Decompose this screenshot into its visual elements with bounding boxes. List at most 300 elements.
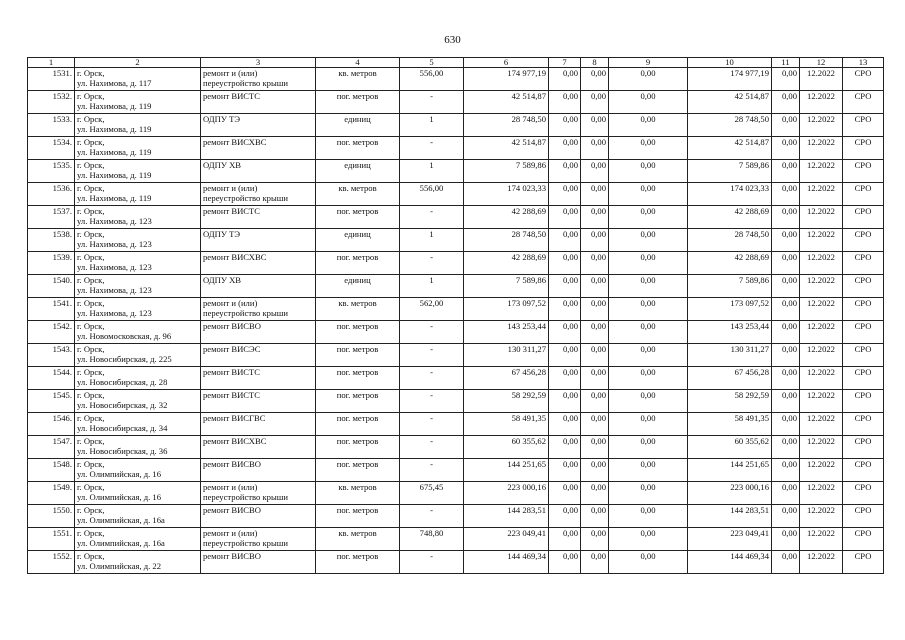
row-number-cell: 1550.	[28, 505, 75, 528]
fund-cost-cell: 143 253,44	[688, 321, 772, 344]
value-cell-9: 0,00	[609, 183, 688, 206]
method-cell: СРО	[843, 206, 884, 229]
total-cost-cell: 144 283,51	[464, 505, 549, 528]
value-cell-9: 0,00	[609, 137, 688, 160]
value-cell-7: 0,00	[549, 137, 581, 160]
address-street: ул. Нахимова, д. 123	[77, 216, 152, 226]
work-type-cell: ОДПУ ХВ	[201, 275, 316, 298]
quantity-cell: 1	[400, 160, 464, 183]
fund-cost-cell: 42 514,87	[688, 91, 772, 114]
table-row	[28, 390, 884, 413]
row-number-cell: 1532.	[28, 91, 75, 114]
row-number-cell: 1548.	[28, 459, 75, 482]
address-city: г. Орск,	[77, 321, 105, 331]
value-cell-7: 0,00	[549, 160, 581, 183]
quantity-cell: -	[400, 206, 464, 229]
value-cell-8: 0,00	[581, 114, 609, 137]
total-cost-cell: 130 311,27	[464, 344, 549, 367]
address-city: г. Орск,	[77, 229, 105, 239]
value-cell-11: 0,00	[772, 321, 800, 344]
quantity-cell: -	[400, 436, 464, 459]
address-city: г. Орск,	[77, 183, 105, 193]
deadline-cell: 12.2022	[800, 114, 843, 137]
value-cell-8: 0,00	[581, 413, 609, 436]
quantity-cell: -	[400, 551, 464, 574]
value-cell-9: 0,00	[609, 68, 688, 91]
value-cell-7: 0,00	[549, 252, 581, 275]
row-number-cell: 1552.	[28, 551, 75, 574]
value-cell-7: 0,00	[549, 413, 581, 436]
fund-cost-cell: 42 288,69	[688, 206, 772, 229]
deadline-cell: 12.2022	[800, 91, 843, 114]
table-row	[28, 344, 884, 367]
value-cell-9: 0,00	[609, 91, 688, 114]
unit-cell: единиц	[316, 160, 400, 183]
value-cell-8: 0,00	[581, 321, 609, 344]
column-header: 4	[316, 58, 400, 68]
work-type-cell: ремонт ВИСВО	[201, 551, 316, 574]
value-cell-8: 0,00	[581, 528, 609, 551]
work-type-cell: ремонт ВИСТС	[201, 206, 316, 229]
work-type-cell: ремонт ВИСХВС	[201, 252, 316, 275]
quantity-cell: -	[400, 91, 464, 114]
address-street: ул. Олимпийская, д. 16а	[77, 515, 165, 525]
address-city: г. Орск,	[77, 367, 105, 377]
value-cell-8: 0,00	[581, 298, 609, 321]
value-cell-8: 0,00	[581, 206, 609, 229]
column-number-row	[28, 58, 884, 68]
address-street: ул. Нахимова, д. 117	[77, 78, 152, 88]
total-cost-cell: 7 589,86	[464, 160, 549, 183]
column-header: 10	[688, 58, 772, 68]
method-cell: СРО	[843, 114, 884, 137]
address-city: г. Орск,	[77, 344, 105, 354]
method-cell: СРО	[843, 275, 884, 298]
work-type-cell: ремонт ВИСХВС	[201, 436, 316, 459]
work-type-cell: ремонт ВИСТС	[201, 91, 316, 114]
value-cell-11: 0,00	[772, 344, 800, 367]
total-cost-cell: 223 049,41	[464, 528, 549, 551]
quantity-cell: 1	[400, 275, 464, 298]
row-number-cell: 1535.	[28, 160, 75, 183]
table-row	[28, 229, 884, 252]
table-row	[28, 321, 884, 344]
value-cell-7: 0,00	[549, 436, 581, 459]
row-number-cell: 1540.	[28, 275, 75, 298]
total-cost-cell: 174 977,19	[464, 68, 549, 91]
row-number-cell: 1547.	[28, 436, 75, 459]
method-cell: СРО	[843, 367, 884, 390]
address-street: ул. Олимпийская, д. 16	[77, 469, 162, 479]
total-cost-cell: 144 251,65	[464, 459, 549, 482]
deadline-cell: 12.2022	[800, 459, 843, 482]
value-cell-11: 0,00	[772, 160, 800, 183]
method-cell: СРО	[843, 229, 884, 252]
work-type-cell: ремонт и (или) переустройство крыши	[201, 183, 316, 206]
address-street: ул. Новосибирская, д. 34	[77, 423, 168, 433]
address-street: ул. Нахимова, д. 119	[77, 101, 152, 111]
total-cost-cell: 42 514,87	[464, 91, 549, 114]
method-cell: СРО	[843, 390, 884, 413]
table-row	[28, 160, 884, 183]
address-street: ул. Нахимова, д. 123	[77, 239, 152, 249]
value-cell-11: 0,00	[772, 390, 800, 413]
value-cell-7: 0,00	[549, 390, 581, 413]
address-street: ул. Нахимова, д. 123	[77, 308, 152, 318]
value-cell-8: 0,00	[581, 275, 609, 298]
address-cell	[75, 229, 201, 252]
deadline-cell: 12.2022	[800, 160, 843, 183]
table-row	[28, 482, 884, 505]
register-body	[28, 68, 884, 574]
row-number-cell: 1531.	[28, 68, 75, 91]
address-cell	[75, 137, 201, 160]
table-row	[28, 298, 884, 321]
unit-cell: пог. метров	[316, 252, 400, 275]
total-cost-cell: 42 514,87	[464, 137, 549, 160]
unit-cell: пог. метров	[316, 321, 400, 344]
table-row	[28, 459, 884, 482]
unit-cell: пог. метров	[316, 91, 400, 114]
table-row	[28, 275, 884, 298]
value-cell-9: 0,00	[609, 298, 688, 321]
work-type-cell: ремонт и (или) переустройство крыши	[201, 68, 316, 91]
address-street: ул. Олимпийская, д. 22	[77, 561, 162, 571]
value-cell-8: 0,00	[581, 91, 609, 114]
method-cell: СРО	[843, 321, 884, 344]
total-cost-cell: 58 292,59	[464, 390, 549, 413]
address-street: ул. Олимпийская, д. 16а	[77, 538, 165, 548]
row-number-cell: 1541.	[28, 298, 75, 321]
column-header: 11	[772, 58, 800, 68]
table-row	[28, 183, 884, 206]
deadline-cell: 12.2022	[800, 321, 843, 344]
work-type-cell: ремонт и (или) переустройство крыши	[201, 528, 316, 551]
quantity-cell: -	[400, 137, 464, 160]
address-cell	[75, 252, 201, 275]
method-cell: СРО	[843, 505, 884, 528]
address-street: ул. Новосибирская, д. 225	[77, 354, 172, 364]
value-cell-9: 0,00	[609, 482, 688, 505]
address-cell	[75, 344, 201, 367]
quantity-cell: 562,00	[400, 298, 464, 321]
value-cell-11: 0,00	[772, 229, 800, 252]
row-number-cell: 1539.	[28, 252, 75, 275]
table-row	[28, 91, 884, 114]
column-header: 2	[75, 58, 201, 68]
value-cell-7: 0,00	[549, 505, 581, 528]
quantity-cell: -	[400, 367, 464, 390]
row-number-cell: 1536.	[28, 183, 75, 206]
address-street: ул. Новомосковская, д. 96	[77, 331, 172, 341]
address-cell	[75, 459, 201, 482]
address-city: г. Орск,	[77, 68, 105, 78]
fund-cost-cell: 223 000,16	[688, 482, 772, 505]
row-number-cell: 1544.	[28, 367, 75, 390]
address-cell	[75, 183, 201, 206]
work-type-cell: ОДПУ ТЭ	[201, 229, 316, 252]
deadline-cell: 12.2022	[800, 68, 843, 91]
address-city: г. Орск,	[77, 528, 105, 538]
unit-cell: пог. метров	[316, 459, 400, 482]
row-number-cell: 1542.	[28, 321, 75, 344]
value-cell-11: 0,00	[772, 183, 800, 206]
value-cell-8: 0,00	[581, 183, 609, 206]
work-type-cell: ремонт ВИСВО	[201, 505, 316, 528]
quantity-cell: -	[400, 459, 464, 482]
address-street: ул. Нахимова, д. 123	[77, 262, 152, 272]
address-city: г. Орск,	[77, 413, 105, 423]
total-cost-cell: 143 253,44	[464, 321, 549, 344]
deadline-cell: 12.2022	[800, 528, 843, 551]
value-cell-9: 0,00	[609, 505, 688, 528]
value-cell-11: 0,00	[772, 505, 800, 528]
quantity-cell: 675,45	[400, 482, 464, 505]
row-number-cell: 1533.	[28, 114, 75, 137]
fund-cost-cell: 7 589,86	[688, 160, 772, 183]
address-city: г. Орск,	[77, 91, 105, 101]
value-cell-7: 0,00	[549, 344, 581, 367]
method-cell: СРО	[843, 413, 884, 436]
column-header: 1	[28, 58, 75, 68]
unit-cell: пог. метров	[316, 137, 400, 160]
unit-cell: кв. метров	[316, 183, 400, 206]
method-cell: СРО	[843, 160, 884, 183]
unit-cell: кв. метров	[316, 298, 400, 321]
deadline-cell: 12.2022	[800, 505, 843, 528]
value-cell-9: 0,00	[609, 528, 688, 551]
address-cell	[75, 160, 201, 183]
method-cell: СРО	[843, 68, 884, 91]
deadline-cell: 12.2022	[800, 390, 843, 413]
value-cell-8: 0,00	[581, 160, 609, 183]
total-cost-cell: 28 748,50	[464, 229, 549, 252]
work-type-cell: ремонт и (или) переустройство крыши	[201, 482, 316, 505]
deadline-cell: 12.2022	[800, 252, 843, 275]
value-cell-11: 0,00	[772, 68, 800, 91]
unit-cell: кв. метров	[316, 482, 400, 505]
address-cell	[75, 275, 201, 298]
method-cell: СРО	[843, 137, 884, 160]
address-city: г. Орск,	[77, 436, 105, 446]
value-cell-8: 0,00	[581, 229, 609, 252]
address-street: ул. Новосибирская, д. 28	[77, 377, 168, 387]
fund-cost-cell: 7 589,86	[688, 275, 772, 298]
table-row	[28, 206, 884, 229]
value-cell-8: 0,00	[581, 137, 609, 160]
method-cell: СРО	[843, 91, 884, 114]
unit-cell: пог. метров	[316, 344, 400, 367]
fund-cost-cell: 130 311,27	[688, 344, 772, 367]
address-cell	[75, 551, 201, 574]
value-cell-7: 0,00	[549, 91, 581, 114]
method-cell: СРО	[843, 344, 884, 367]
value-cell-11: 0,00	[772, 528, 800, 551]
deadline-cell: 12.2022	[800, 183, 843, 206]
row-number-cell: 1534.	[28, 137, 75, 160]
column-header: 9	[609, 58, 688, 68]
fund-cost-cell: 42 514,87	[688, 137, 772, 160]
method-cell: СРО	[843, 252, 884, 275]
fund-cost-cell: 144 283,51	[688, 505, 772, 528]
value-cell-9: 0,00	[609, 321, 688, 344]
total-cost-cell: 174 023,33	[464, 183, 549, 206]
column-header: 7	[549, 58, 581, 68]
value-cell-8: 0,00	[581, 482, 609, 505]
value-cell-11: 0,00	[772, 298, 800, 321]
value-cell-9: 0,00	[609, 344, 688, 367]
work-type-cell: ремонт ВИСВО	[201, 459, 316, 482]
value-cell-9: 0,00	[609, 206, 688, 229]
fund-cost-cell: 174 977,19	[688, 68, 772, 91]
address-street: ул. Новосибирская, д. 32	[77, 400, 168, 410]
value-cell-11: 0,00	[772, 252, 800, 275]
address-cell	[75, 206, 201, 229]
fund-cost-cell: 28 748,50	[688, 229, 772, 252]
fund-cost-cell: 28 748,50	[688, 114, 772, 137]
value-cell-11: 0,00	[772, 91, 800, 114]
unit-cell: пог. метров	[316, 413, 400, 436]
value-cell-9: 0,00	[609, 160, 688, 183]
address-city: г. Орск,	[77, 114, 105, 124]
work-type-cell: ОДПУ ТЭ	[201, 114, 316, 137]
value-cell-7: 0,00	[549, 459, 581, 482]
value-cell-9: 0,00	[609, 229, 688, 252]
deadline-cell: 12.2022	[800, 229, 843, 252]
value-cell-11: 0,00	[772, 275, 800, 298]
quantity-cell: 748,80	[400, 528, 464, 551]
address-cell	[75, 68, 201, 91]
deadline-cell: 12.2022	[800, 551, 843, 574]
total-cost-cell: 42 288,69	[464, 206, 549, 229]
row-number-cell: 1549.	[28, 482, 75, 505]
total-cost-cell: 28 748,50	[464, 114, 549, 137]
value-cell-7: 0,00	[549, 183, 581, 206]
deadline-cell: 12.2022	[800, 367, 843, 390]
work-type-cell: ОДПУ ХВ	[201, 160, 316, 183]
deadline-cell: 12.2022	[800, 436, 843, 459]
quantity-cell: 556,00	[400, 68, 464, 91]
row-number-cell: 1543.	[28, 344, 75, 367]
page-number: 630	[444, 34, 461, 46]
value-cell-9: 0,00	[609, 551, 688, 574]
value-cell-8: 0,00	[581, 551, 609, 574]
quantity-cell: -	[400, 252, 464, 275]
value-cell-11: 0,00	[772, 436, 800, 459]
column-header: 5	[400, 58, 464, 68]
table-row	[28, 114, 884, 137]
table-row	[28, 436, 884, 459]
total-cost-cell: 7 589,86	[464, 275, 549, 298]
address-street: ул. Нахимова, д. 123	[77, 285, 152, 295]
address-street: ул. Нахимова, д. 119	[77, 124, 152, 134]
deadline-cell: 12.2022	[800, 482, 843, 505]
value-cell-9: 0,00	[609, 436, 688, 459]
work-type-cell: ремонт ВИСВО	[201, 321, 316, 344]
value-cell-7: 0,00	[549, 206, 581, 229]
deadline-cell: 12.2022	[800, 413, 843, 436]
quantity-cell: -	[400, 321, 464, 344]
unit-cell: единиц	[316, 114, 400, 137]
deadline-cell: 12.2022	[800, 298, 843, 321]
method-cell: СРО	[843, 528, 884, 551]
address-city: г. Орск,	[77, 137, 105, 147]
total-cost-cell: 58 491,35	[464, 413, 549, 436]
value-cell-9: 0,00	[609, 252, 688, 275]
value-cell-7: 0,00	[549, 229, 581, 252]
quantity-cell: 1	[400, 114, 464, 137]
value-cell-8: 0,00	[581, 505, 609, 528]
address-city: г. Орск,	[77, 298, 105, 308]
address-city: г. Орск,	[77, 459, 105, 469]
value-cell-7: 0,00	[549, 321, 581, 344]
work-type-cell: ремонт ВИСЭС	[201, 344, 316, 367]
value-cell-7: 0,00	[549, 68, 581, 91]
fund-cost-cell: 67 456,28	[688, 367, 772, 390]
address-cell	[75, 528, 201, 551]
address-city: г. Орск,	[77, 275, 105, 285]
unit-cell: единиц	[316, 229, 400, 252]
table-row	[28, 551, 884, 574]
total-cost-cell: 60 355,62	[464, 436, 549, 459]
value-cell-11: 0,00	[772, 551, 800, 574]
table-row	[28, 137, 884, 160]
method-cell: СРО	[843, 459, 884, 482]
table-row	[28, 505, 884, 528]
address-cell	[75, 482, 201, 505]
unit-cell: единиц	[316, 275, 400, 298]
register-table	[27, 57, 884, 574]
table-row	[28, 413, 884, 436]
deadline-cell: 12.2022	[800, 206, 843, 229]
total-cost-cell: 67 456,28	[464, 367, 549, 390]
unit-cell: пог. метров	[316, 505, 400, 528]
address-city: г. Орск,	[77, 252, 105, 262]
work-type-cell: ремонт ВИСТС	[201, 367, 316, 390]
quantity-cell: -	[400, 390, 464, 413]
value-cell-9: 0,00	[609, 114, 688, 137]
table-row	[28, 68, 884, 91]
address-city: г. Орск,	[77, 206, 105, 216]
total-cost-cell: 223 000,16	[464, 482, 549, 505]
value-cell-11: 0,00	[772, 482, 800, 505]
value-cell-7: 0,00	[549, 482, 581, 505]
row-number-cell: 1551.	[28, 528, 75, 551]
row-number-cell: 1546.	[28, 413, 75, 436]
value-cell-7: 0,00	[549, 528, 581, 551]
value-cell-11: 0,00	[772, 413, 800, 436]
fund-cost-cell: 58 491,35	[688, 413, 772, 436]
address-cell	[75, 436, 201, 459]
deadline-cell: 12.2022	[800, 344, 843, 367]
address-street: ул. Нахимова, д. 119	[77, 170, 152, 180]
deadline-cell: 12.2022	[800, 275, 843, 298]
unit-cell: пог. метров	[316, 436, 400, 459]
value-cell-8: 0,00	[581, 344, 609, 367]
fund-cost-cell: 173 097,52	[688, 298, 772, 321]
address-cell	[75, 91, 201, 114]
value-cell-9: 0,00	[609, 459, 688, 482]
address-cell	[75, 367, 201, 390]
address-cell	[75, 413, 201, 436]
value-cell-9: 0,00	[609, 413, 688, 436]
table-row	[28, 367, 884, 390]
row-number-cell: 1538.	[28, 229, 75, 252]
address-city: г. Орск,	[77, 160, 105, 170]
address-city: г. Орск,	[77, 505, 105, 515]
column-header: 6	[464, 58, 549, 68]
address-cell	[75, 321, 201, 344]
